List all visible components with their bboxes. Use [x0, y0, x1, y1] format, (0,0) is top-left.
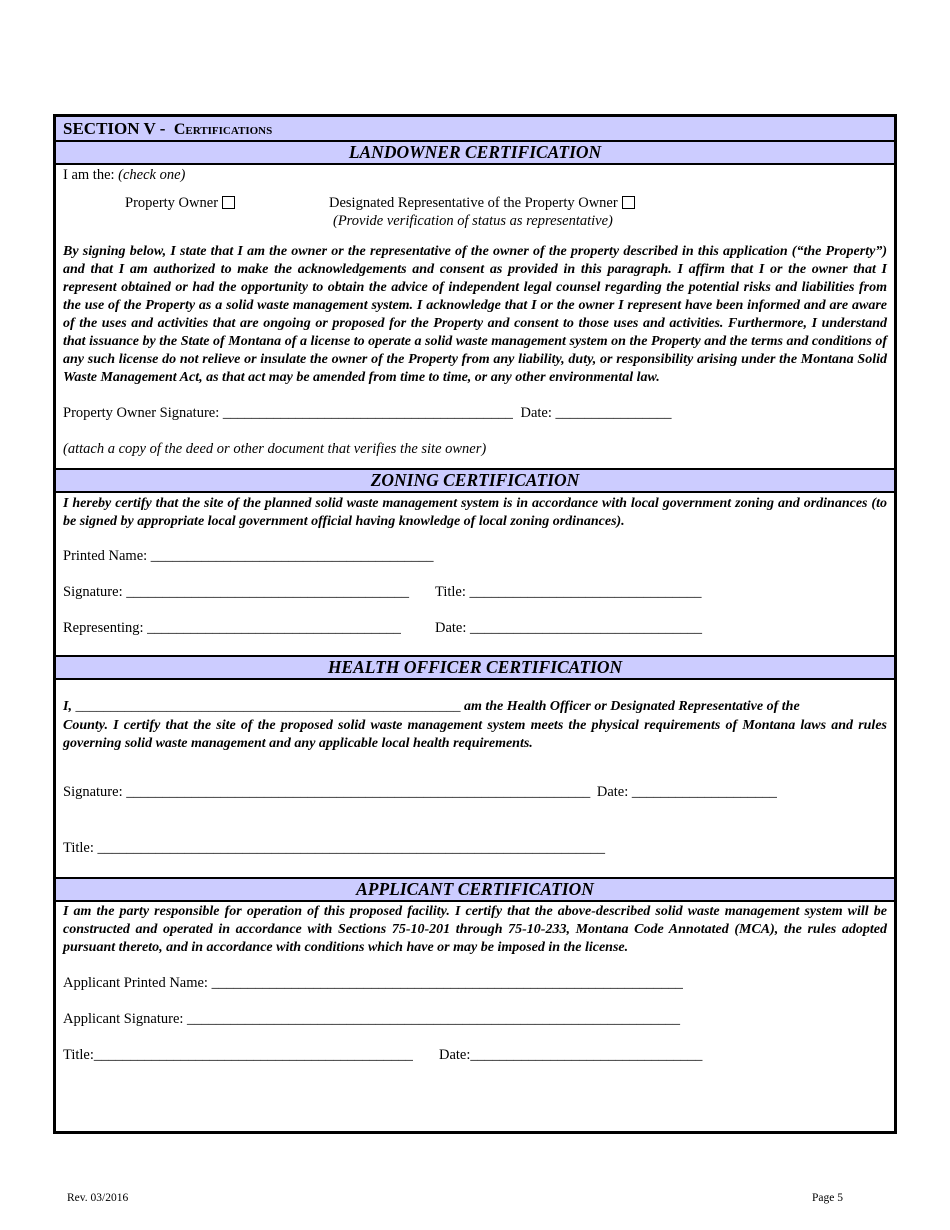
health-body: I, _______________________________________________________ am the Health Officer or Designated Representative of the County. I certify that the site of the proposed solid waste management system meets the physical requirements of Montana laws and rules governing solid waste management and any applicable local health requirements. Signature: ________________________________________________________________ Date: ____________________ Title: ______________________________________________________________________: [63, 699, 887, 856]
zoning-date-field[interactable]: Date: ________________________________: [435, 620, 703, 636]
attach-note: (attach a copy of the deed or other document that verifies the site owner): [63, 441, 487, 457]
landowner-statement: By signing below, I state that I am the owner or the representative of the owner of the property described in this application (“the Property”) and that I am authorized to make the acknowledgements and consent as provided in this paragraph. I affirm that I or the owner that I represent obtained or had the opportunity to obtain the advice of independent legal counsel regarding the potential risks and liabilities from the use of the Property as a solid waste management system. I acknowledge that I or the owner I represent have been informed and are aware of the uses and activities that are ongoing or proposed for the Property and consent to those uses and activities. Furthermore, I understand that issuance by the State of Montana of a license to operate a solid waste management system on the Property and the terms and conditions of any such license do not relieve or insulate the owner of the Property from any liability, duty, or responsibility arising under the Montana Solid Waste Management Act, as that act may be amended from time to time, or any other environmental law.: [63, 244, 887, 385]
zoning-representing-field[interactable]: Representing: ___________________________________: [63, 620, 401, 636]
applicant-body: [56, 903, 894, 1065]
rep-note: (Provide verification of status as representative): [333, 213, 613, 229]
property-owner-option: Property Owner: [125, 195, 235, 212]
applicant-title-field[interactable]: Title:____________________________________________: [63, 1047, 413, 1063]
applicant-date-field[interactable]: Date:________________________________: [439, 1047, 703, 1063]
owner-signature-field[interactable]: Property Owner Signature: ________________________________________: [63, 405, 513, 421]
health-statement: County. I certify that the site of the proposed solid waste management system meets the physical requirements of Montana laws and rules governing solid waste management and any applicable local health requirements.: [63, 718, 887, 751]
health-title: HEALTH OFFICER CERTIFICATION: [56, 655, 894, 680]
health-officer-name-field[interactable]: _______________________________________________________: [75, 699, 461, 714]
landowner-body: I am the: (check one) Property Owner Designated Representative of the Property Owner (Provide verification of status as representative) By signing below, I state that I am the owner or the representative of the owner of the property described in this application (“the Property”) and that I am authorized to make the acknowledgements and consent as provided in this paragraph. I affirm that I or the owner that I represent obtained or had the opportunity to obtain the advice of independent legal counsel regarding the potential risks and liabilities from the use of the Property as a solid waste management system. I acknowledge that I or the owner I represent have been informed and are aware of the uses and activities that are ongoing or proposed for the Property and consent to those uses and activities. Furthermore, I understand that issuance by the State of Montana of a license to operate a solid waste management system on the Property and the terms and conditions of any such license do not relieve or insulate the owner of the Property from any liability, duty, or responsibility arising under the Montana Solid Waste Management Act, as that act may be amended from time to time, or any other environmental law. Property Owner Signature: ________________________________________ Date: ________________ (attach a copy of the deed or other document that verifies the site owner): [63, 167, 887, 457]
zoning-body: [56, 495, 894, 638]
certifications-form: [53, 114, 897, 1134]
page-number: Page 5: [812, 1192, 843, 1204]
zoning-title: ZONING CERTIFICATION: [56, 468, 894, 493]
landowner-title: LANDOWNER CERTIFICATION: [56, 142, 894, 165]
applicant-title: APPLICANT CERTIFICATION: [56, 877, 894, 902]
zoning-signature-field[interactable]: Signature: _______________________________________: [63, 584, 409, 600]
owner-date-field[interactable]: Date: ________________: [520, 405, 672, 421]
revision-label: Rev. 03/2016: [67, 1192, 129, 1204]
applicant-signature-field[interactable]: Applicant Signature: ____________________________________________________________________: [63, 1011, 681, 1027]
zoning-printed-name-field[interactable]: Printed Name: _______________________________________: [63, 548, 434, 564]
zoning-statement: I hereby certify that the site of the planned solid waste management system is in accordance with local government zoning and ordinances (to be signed by appropriate local government official having knowledge of local zoning ordinances).: [63, 496, 887, 529]
representative-checkbox[interactable]: [622, 196, 635, 209]
zoning-title-field[interactable]: Title: ________________________________: [435, 584, 702, 600]
property-owner-checkbox[interactable]: [222, 196, 235, 209]
health-title-field[interactable]: Title: ______________________________________________________________________: [63, 840, 606, 856]
applicant-printed-name-field[interactable]: Applicant Printed Name: _________________________________________________________________: [63, 975, 683, 991]
representative-option: Designated Representative of the Property Owner: [329, 195, 635, 212]
health-date-field[interactable]: Date: ____________________: [596, 784, 777, 800]
health-signature-field[interactable]: Signature: ________________________________________________________________: [63, 784, 591, 800]
section-header: SECTION V - Certifications: [56, 117, 894, 142]
section-title: Certifications: [173, 121, 273, 138]
applicant-statement: I am the party responsible for operation of this proposed facility. I certify that the above-described solid waste management system will be constructed and operated in accordance with Sections 75-10-201 through 75-10-233, Montana Code Annotated (MCA), the rules adopted pursuant thereto, and in accordance with conditions which have or may be imposed in the license.: [63, 904, 887, 955]
